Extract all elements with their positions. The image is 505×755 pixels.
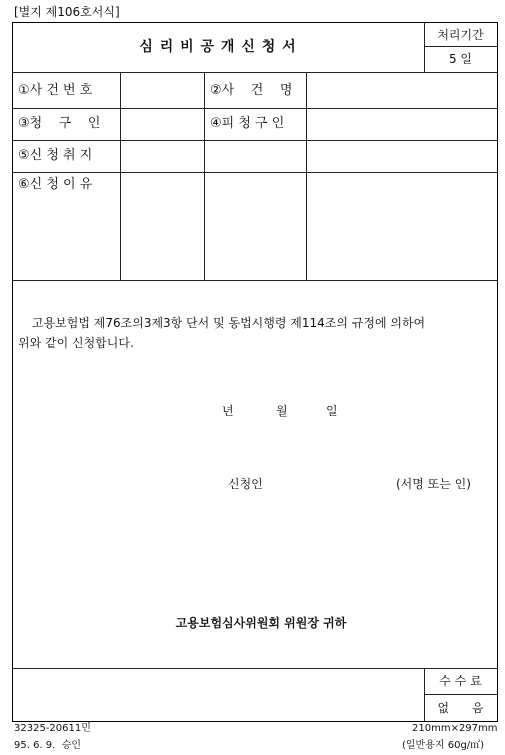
case-name-label: ②사 건 명 bbox=[210, 83, 293, 98]
statement-line-1: 고용보험법 제76조의3제3항 단서 및 동법시행령 제114조의 규정에 의하여 bbox=[32, 316, 426, 330]
fee-label: 수 수 료 bbox=[439, 674, 482, 688]
form-label: [별지 제106호서식] bbox=[14, 5, 120, 19]
addressee: 고용보험심사위원회 위원장 귀하 bbox=[175, 616, 347, 630]
purpose-field[interactable] bbox=[121, 141, 497, 171]
date-year-label: 년 bbox=[222, 404, 234, 418]
reason-label: ⑥신 청 이 유 bbox=[18, 177, 93, 192]
respondent-label: ④피 청 구 인 bbox=[210, 116, 285, 131]
footer-size: 210mm×297mm bbox=[412, 723, 498, 734]
processing-period-label: 처리기간 bbox=[437, 28, 484, 42]
footer-approval: 95. 6. 9. 승인 bbox=[14, 740, 82, 751]
form-title: 심 리 비 공 개 신 청 서 bbox=[139, 39, 297, 55]
case-name-field[interactable] bbox=[307, 73, 497, 107]
signature-note: (서명 또는 인) bbox=[396, 477, 471, 491]
date-month-label: 월 bbox=[276, 404, 288, 418]
reason-field[interactable] bbox=[121, 173, 497, 279]
statement-line-2: 위와 같이 신청합니다. bbox=[18, 336, 134, 350]
date-day-label: 일 bbox=[326, 404, 338, 418]
applicant-label: ③청 구 인 bbox=[18, 116, 101, 131]
respondent-field[interactable] bbox=[307, 109, 497, 139]
case-number-field[interactable] bbox=[121, 73, 203, 107]
footer-code: 32325-20611민 bbox=[14, 723, 91, 734]
purpose-label: ⑤신 청 취 지 bbox=[18, 148, 93, 163]
processing-period-value: 5 일 bbox=[448, 52, 473, 66]
applicant-field[interactable] bbox=[121, 109, 203, 139]
fee-value: 없 음 bbox=[437, 701, 484, 715]
case-number-label: ①사 건 번 호 bbox=[18, 83, 93, 98]
footer-paper: (일반용지 60g/㎡) bbox=[402, 740, 485, 751]
applicant-sign-label: 신청인 bbox=[228, 477, 263, 491]
